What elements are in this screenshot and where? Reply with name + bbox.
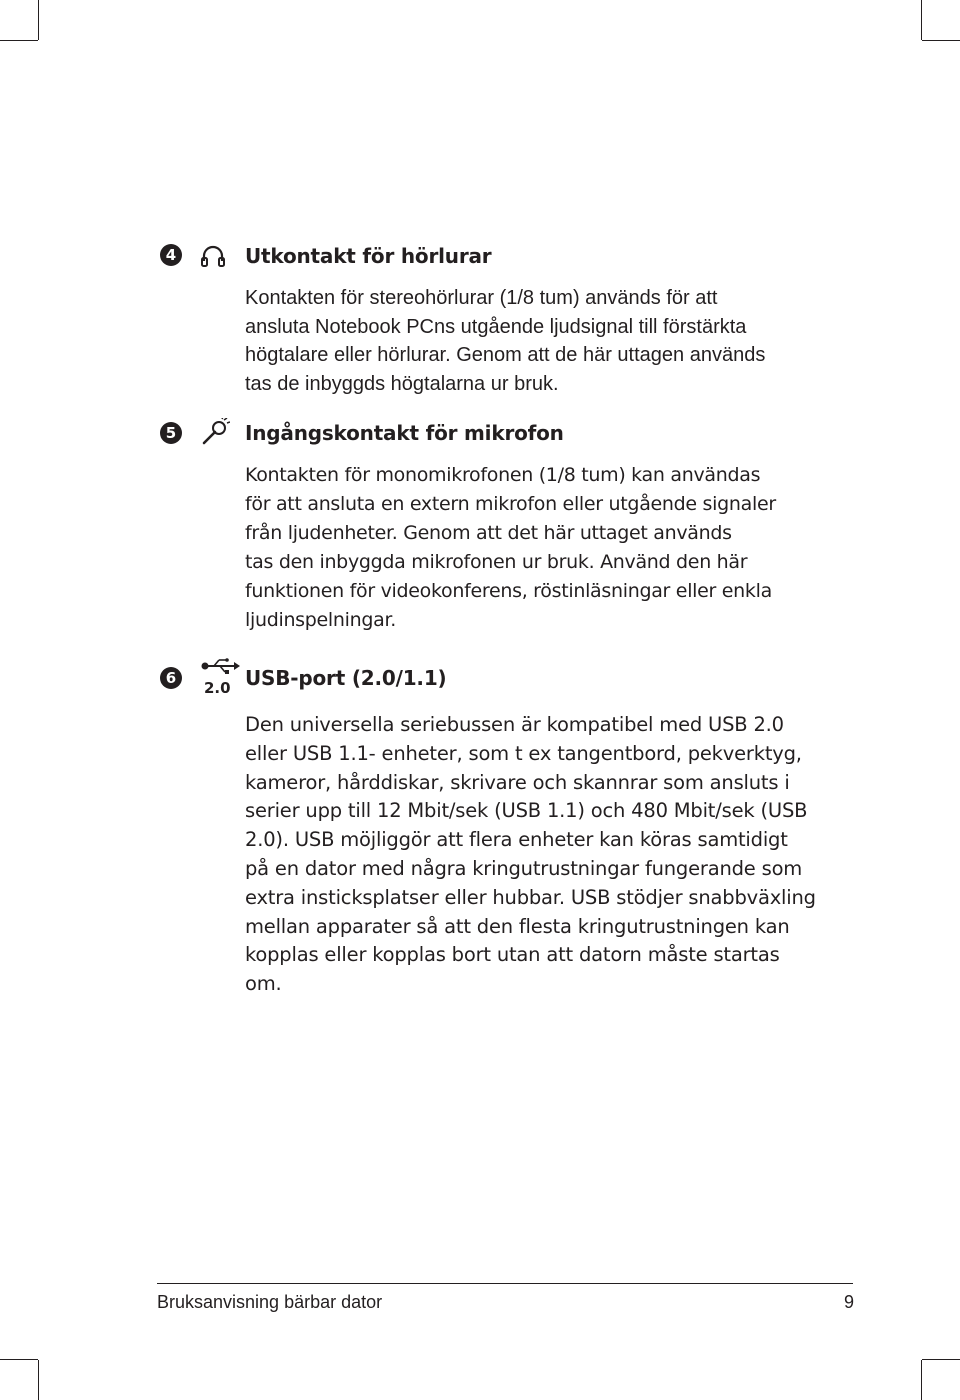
- crop-mark: [38, 1360, 39, 1400]
- microphone-icon: [200, 418, 230, 453]
- item-number-badge: 4: [160, 244, 182, 266]
- crop-mark: [38, 0, 39, 40]
- usb-icon: [200, 658, 240, 701]
- footer-divider: [157, 1283, 853, 1284]
- crop-mark: [922, 40, 960, 41]
- crop-mark: [921, 1360, 922, 1400]
- item-number-badge: 6: [160, 667, 182, 689]
- section-heading: Ingångskontakt för mikrofon: [245, 421, 564, 445]
- crop-mark: [922, 1359, 960, 1360]
- usb-version-label: 2.0: [204, 679, 231, 696]
- section-heading: Utkontakt för hörlurar: [245, 244, 492, 268]
- section-body: Kontakten för stereohörlurar (1/8 tum) används för att ansluta Notebook PCns utgående ljudsignal till förstärkta högtalare eller hörlurar. Genom att de här uttagen används tas de inbyggds högtalarna ur bruk.: [245, 287, 766, 395]
- crop-mark: [0, 1359, 38, 1360]
- headphone-icon: [200, 244, 226, 273]
- crop-mark: [921, 0, 922, 40]
- item-number-badge: 5: [160, 422, 182, 444]
- page-number: 9: [843, 1292, 854, 1312]
- footer-title: Bruksanvisning bärbar dator: [157, 1292, 383, 1312]
- crop-mark: [0, 40, 38, 41]
- section-body: Kontakten för monomikrofonen (1/8 tum) kan användas för att ansluta en extern mikrofon eller utgående signaler från ljudenheter. Genom att det här uttaget används tas den inbyggda mikrofonen ur bruk. Använd den här funktionen för videokonferens, röstinläsningar eller enkla ljudinspelningar.: [245, 464, 776, 631]
- section-body: Den universella seriebussen är kompatibel med USB 2.0 eller USB 1.1- enheter, som t ex tangentbord, pekverktyg, kameror, hårddiskar, skrivare och skannrar som ansluts i serier upp till 12 Mbit/sek (USB 1.1) och 480 Mbit/sek (USB 2.0). USB möjliggör att flera enheter kan köras samtidigt på en dator med några kringutrustningar fungerande som extra insticksplatser eller hubbar. USB stödjer snabbväxling mellan apparater så att den flesta kringutrustningen kan kopplas eller kopplas bort utan att datorn måste startas om.: [245, 713, 816, 996]
- section-heading: USB-port (2.0/1.1): [245, 666, 447, 690]
